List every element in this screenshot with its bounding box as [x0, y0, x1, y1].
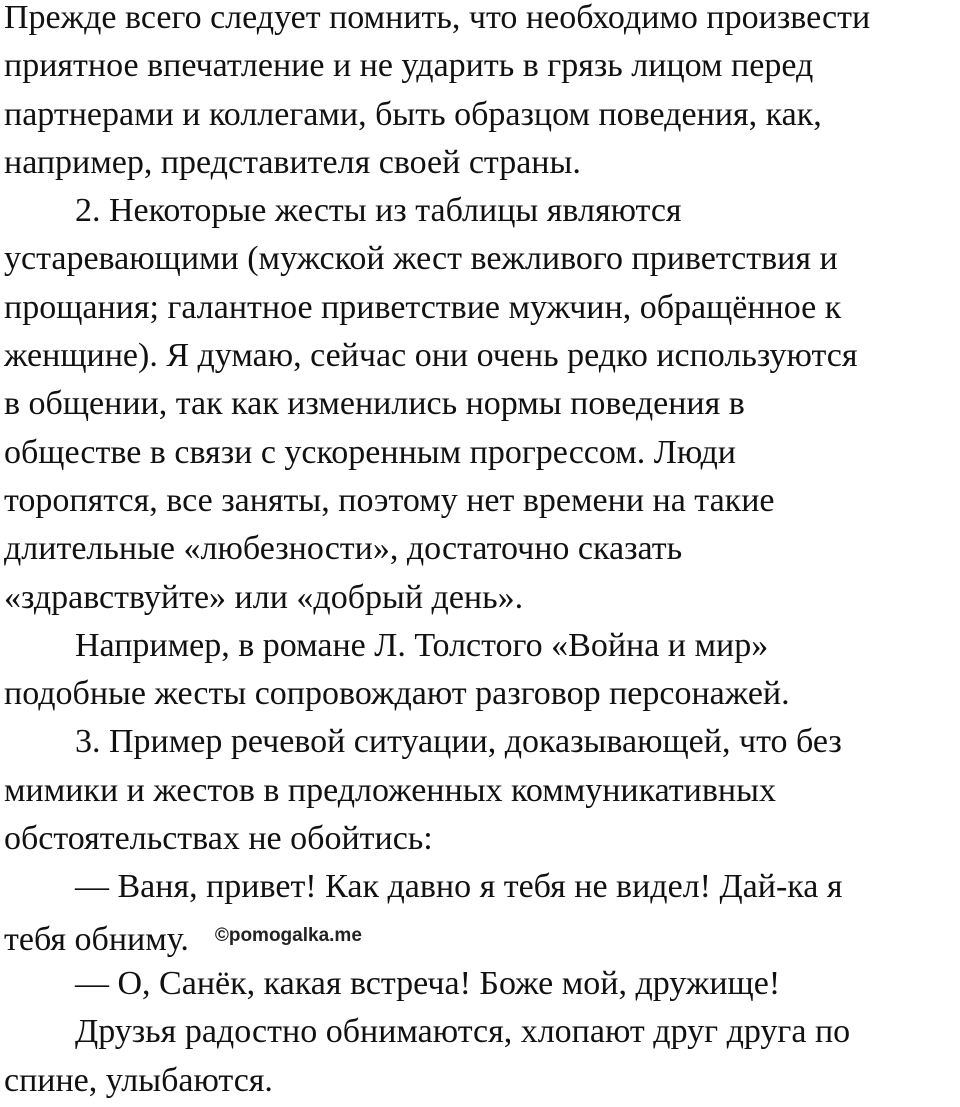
- text-line: 3. Пример речевой ситуации, доказывающей, что без: [75, 723, 842, 761]
- text-line: Друзья радостно обнимаются, хлопают друг друга по: [75, 1013, 851, 1051]
- text-line: — Ваня, привет! Как давно я тебя не видел! Дай-ка я: [75, 868, 843, 906]
- text-line: прощания; галантное приветствие мужчин, обращённое к: [4, 288, 842, 326]
- text-line: в общении, так как изменились нормы поведения в: [4, 385, 745, 423]
- watermark: ©pomogalka.me: [214, 924, 362, 946]
- text-line: партнерами и коллегами, быть образцом поведения, как,: [4, 95, 822, 133]
- text-line: мимики и жестов в предложенных коммуникативных: [4, 771, 776, 809]
- text-line: обстоятельствах не обойтись:: [4, 820, 433, 858]
- paragraph: [0, 622, 960, 719]
- text-line: [0, 912, 960, 960]
- text-line: 2. Некоторые жесты из таблицы являются: [75, 192, 682, 230]
- text-line: — О, Санёк, какая встреча! Боже мой, дружище!: [75, 964, 781, 1002]
- paragraph: [0, 187, 960, 622]
- text-line: подобные жесты сопровождают разговор персонажей.: [4, 675, 790, 713]
- text-line: устаревающими (мужской жест вежливого приветствия и: [4, 240, 838, 278]
- text-line: Например, в романе Л. Толстого «Война и мир»: [75, 626, 769, 664]
- paragraph: [0, 0, 960, 187]
- text-line: спине, улыбаются.: [4, 1061, 273, 1099]
- text-line: например, представителя своей страны.: [4, 143, 581, 181]
- text-line: торопятся, все заняты, поэтому нет времени на такие: [4, 481, 775, 519]
- text-line: приятное впечатление и не ударить в грязь лицом перед: [4, 47, 814, 85]
- text-line: Прежде всего следует помнить, что необходимо произвести: [4, 0, 871, 36]
- paragraph: [0, 863, 960, 960]
- paragraph: [0, 718, 960, 863]
- text-line: обществе в связи с ускоренным прогрессом. Люди: [4, 433, 736, 471]
- paragraph: [0, 960, 960, 1008]
- text-line-content: тебя обниму.: [4, 920, 189, 958]
- text-line: длительные «любезности», достаточно сказать: [4, 530, 683, 568]
- text-line: женщине). Я думаю, сейчас они очень редко используются: [4, 337, 858, 375]
- text-line: «здравствуйте» или «добрый день».: [4, 578, 524, 616]
- paragraph: [0, 1008, 960, 1105]
